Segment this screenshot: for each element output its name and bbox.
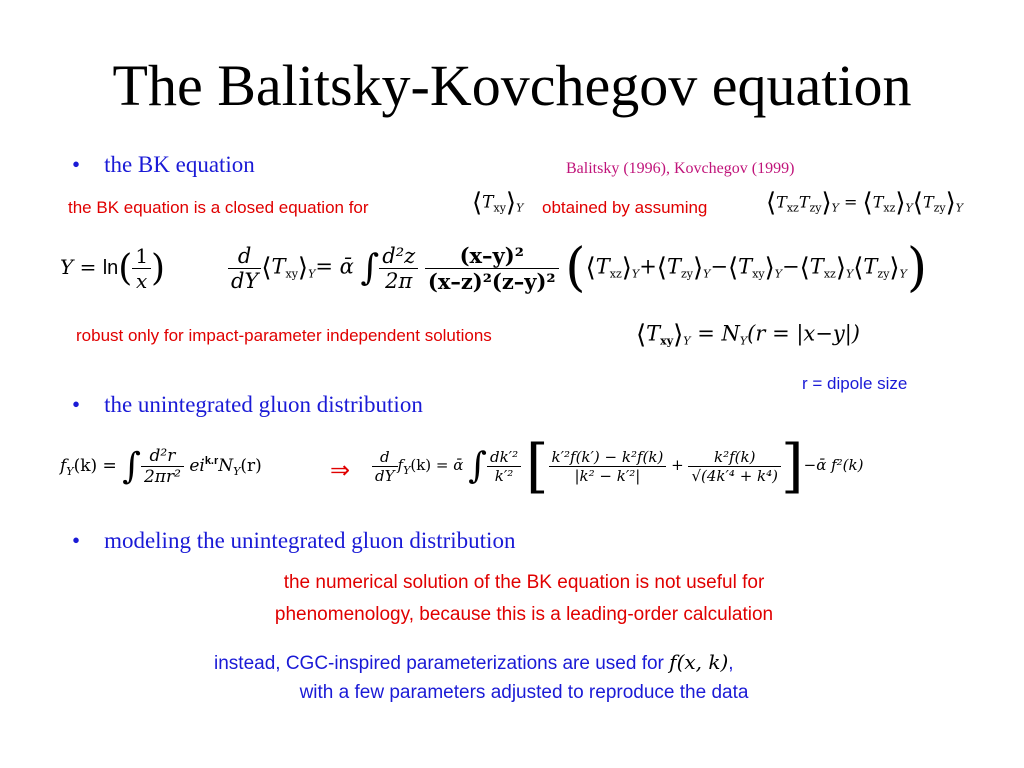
bullet-modeling xyxy=(72,528,515,554)
dipole-size-note: r = dipole size xyxy=(802,374,908,393)
implies-arrow: ⇒ xyxy=(330,458,351,484)
bullet-marker: • xyxy=(72,528,81,553)
dipole-amplitude-formula: $⟨T_{xy}⟩_Y = N_Y(r = |x-y|)$ xyxy=(636,320,860,350)
robust-text: robust only for impact-parameter independent solutions xyxy=(76,326,492,345)
citation: Balitsky (1996), Kovchegov (1999) xyxy=(566,160,795,177)
note-line-2: phenomenology, because this is a leading-order calculation xyxy=(274,604,774,625)
rapidity-definition: Y = ln( $\frac{1}{x}$ ) xyxy=(60,244,166,293)
bullet-label: modeling the unintegrated gluon distribution xyxy=(104,528,516,553)
bullet-marker: • xyxy=(72,392,81,417)
fourier-transform-formula: $f_Y(k)$ = ∫ $\frac{\text{d²r}}{\text{2πr²}}$ $ei^{k.r}N_Y(r)$ xyxy=(60,446,262,487)
factorization-formula: $⟨T_{xz}T_{zy}⟩_Y$ = $⟨T_{xz}⟩_Y⟨T_{zy}⟩_Y$ xyxy=(766,188,964,218)
bullet-label: the BK equation xyxy=(104,152,255,177)
with-parameters-text: with a few parameters adjusted to reproduce the data xyxy=(299,682,749,703)
slide-title: The Balitsky-Kovchegov equation xyxy=(112,53,912,118)
obtained-text: obtained by assuming xyxy=(542,198,708,217)
bullet-unintegrated-gluon xyxy=(72,392,423,418)
instead-text: instead, CGC-inspired parameterizations are used for f(x, k), xyxy=(214,650,734,674)
note-line-1: the numerical solution of the BK equation is not useful for xyxy=(283,572,765,593)
bullet-marker: • xyxy=(72,152,81,177)
bullet-label: the unintegrated gluon distribution xyxy=(104,392,423,417)
bk-equation: $\frac{d}{dY}$ $⟨T_{xy}⟩_Y=$ ᾱ ∫ $\frac{\text{d²z}}{2\pi}$ $\frac{\text{(x–y)²}}{\text{(x–z)²(z–y)²}}$ $(⟨T_{xz}⟩_Y+⟨T_{zy}⟩_Y-⟨T_{xy}⟩_Y-⟨T_{xz}⟩_Y⟨T_{zy}⟩_Y)$ xyxy=(228,238,927,298)
dipole-expectation-formula: $⟨T_{xy}⟩_Y$ xyxy=(472,188,524,218)
bullet-bk-equation xyxy=(72,152,255,178)
momentum-space-bk-formula: $\frac{d}{dY}$ $f_Y(k)$ = ᾱ ∫ $\frac{\text{dk′²}}{\text{k′²}}$ [ $\frac{\text{k′²f(k′) − k²f(k)}}{\text{|k² − k′²|}}$ + $\frac{\text{k²f(k)}}{\text{√(4k′⁴ + k⁴)}}$ ]−ᾱ f²(k) xyxy=(372,432,863,500)
parameterization-formula: f(x, k) xyxy=(669,650,729,674)
closed-equation-text: the BK equation is a closed equation for xyxy=(68,198,369,217)
